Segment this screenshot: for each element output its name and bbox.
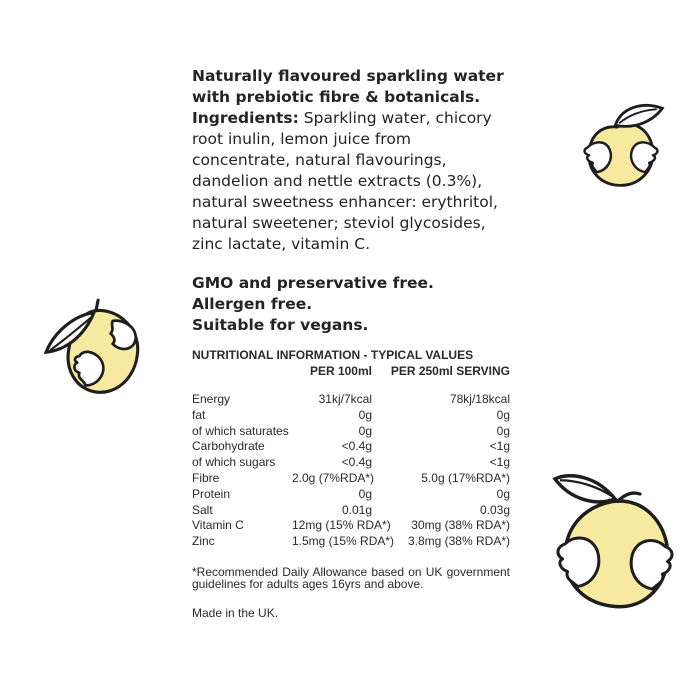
nutrient-per-250ml: 5.0g (17%RDA*): [421, 470, 510, 485]
nutrition-row-energy: [192, 392, 510, 408]
nutrient-name: Protein: [192, 486, 231, 501]
nutrient-name: of which saturates: [192, 423, 289, 438]
per-250ml-header: PER 250ml SERVING: [390, 364, 510, 378]
product-description: [192, 66, 512, 255]
nutrient-per-100ml: 12mg (15% RDA*): [292, 518, 391, 533]
nutrient-per-100ml: <0.4g: [341, 455, 372, 470]
nutrient-name: of which sugars: [192, 455, 276, 470]
product-claims: [192, 273, 512, 336]
nutrition-title: NUTRITIONAL INFORMATION - TYPICAL VALUES: [192, 348, 474, 362]
claim-vegan: Suitable for vegans.: [192, 316, 369, 334]
nutrition-row-sugars: [192, 455, 510, 471]
ingredients-label: Ingredients:: [192, 109, 299, 127]
nutrition-row-vitamin-c: [192, 518, 510, 534]
nutrient-header-spacer: [192, 363, 292, 379]
rda-footnote: *Recommended Daily Allowance based on UK government guidelines for adults ages 16yrs and above.: [192, 564, 510, 592]
per-100ml-header: PER 100ml: [309, 364, 372, 378]
lemon-mascot-icon: [552, 464, 678, 614]
nutrient-per-250ml: 30mg (38% RDA*): [411, 518, 510, 533]
nutrient-name: Vitamin C: [192, 518, 244, 533]
nutrient-per-100ml: 0.01g: [341, 502, 372, 517]
nutrition-row-salt: [192, 503, 510, 519]
nutrition-row-fibre: [192, 471, 510, 487]
nutrient-per-100ml: 2.0g (7%RDA*): [292, 470, 375, 485]
nutrient-per-250ml: 78kj/18kcal: [449, 392, 510, 406]
claim-gmo-free: GMO and preservative free.: [192, 274, 434, 292]
origin-note: Made in the UK.: [192, 605, 279, 620]
nutrient-per-250ml: <1g: [489, 439, 510, 454]
nutrition-row-protein: [192, 487, 510, 503]
nutrient-per-100ml: 31kj/7kcal: [318, 392, 372, 406]
product-headline: Naturally flavoured sparkling water with prebiotic fibre & botanicals.: [192, 67, 504, 106]
nutrient-per-100ml: 0g: [358, 486, 372, 501]
nutrient-per-250ml: 0g: [496, 423, 510, 438]
nutrient-per-100ml: 0g: [358, 407, 372, 422]
lemon-mascot-icon: [44, 296, 148, 400]
ingredients-text: Sparkling water, chicory root inulin, lemon juice from concentrate, natural flavourings, dandelion and nettle extracts (0.3%), natural sweetness enhancer: erythritol, natural sweetener; steviol glycosides, zinc lactate, vitamin C.: [192, 109, 498, 253]
nutrition-row-zinc: [192, 534, 510, 550]
nutrient-name: Carbohydrate: [192, 439, 265, 454]
nutrient-per-250ml: 0g: [496, 407, 510, 422]
nutrient-name: fat: [192, 407, 206, 422]
nutrient-per-100ml: 0g: [358, 423, 372, 438]
ingredients-block: [192, 108, 512, 255]
nutrient-name: Salt: [192, 502, 213, 517]
nutrient-name: Energy: [192, 392, 231, 406]
nutrient-per-250ml: 3.8mg (38% RDA*): [407, 534, 510, 549]
nutrition-row-carbohydrate: [192, 439, 510, 455]
nutrient-name: Zinc: [192, 534, 215, 549]
lemon-mascot-icon: [574, 92, 668, 196]
nutrition-panel: [192, 347, 510, 620]
nutrient-per-250ml: 0.03g: [479, 502, 510, 517]
nutrient-per-100ml: 1.5mg (15% RDA*): [292, 534, 395, 549]
nutrition-row-saturates: [192, 424, 510, 440]
nutrition-header-row: [192, 363, 510, 379]
nutrient-per-100ml: <0.4g: [341, 439, 372, 454]
nutrient-per-250ml: <1g: [489, 455, 510, 470]
nutrient-per-250ml: 0g: [496, 486, 510, 501]
nutrition-row-fat: [192, 408, 510, 424]
claim-allergen-free: Allergen free.: [192, 295, 313, 313]
nutrient-name: Fibre: [192, 470, 220, 485]
